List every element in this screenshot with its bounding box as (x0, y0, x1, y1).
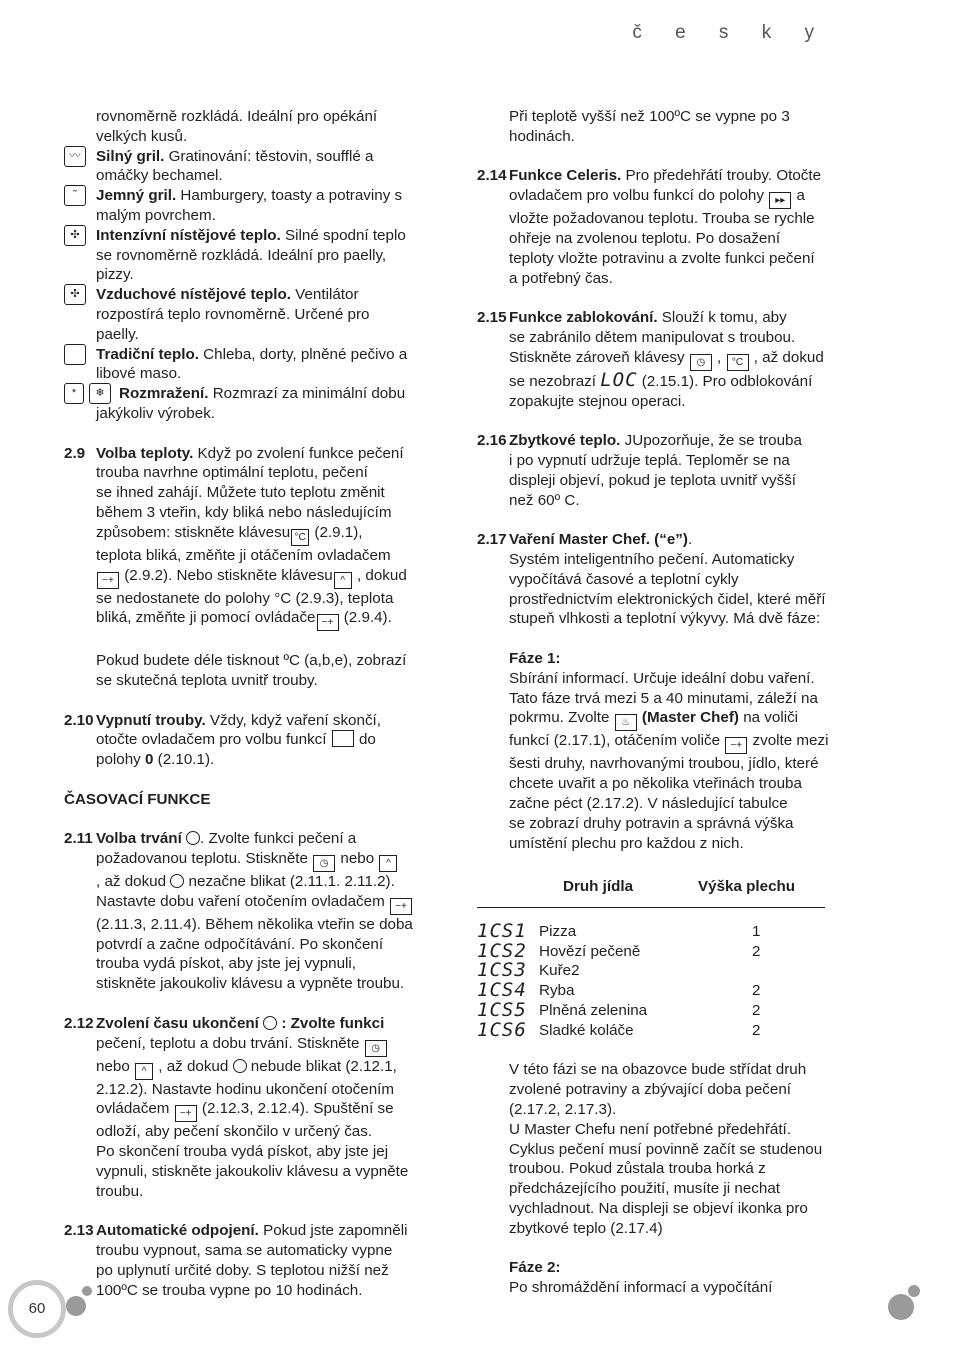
defrost-icon: ❄ (89, 383, 111, 404)
left-column (64, 107, 416, 1301)
lock-display: LOC (600, 368, 638, 391)
clock-key-icon: ◷ (365, 1040, 387, 1057)
end-time-icon (263, 1016, 277, 1030)
intro-line: velkých kusů. (96, 127, 188, 145)
dial-minus-plus-icon: −+ (725, 737, 747, 754)
temp-key-icon: °C (291, 529, 309, 546)
mode-grill-strong: 〰 Silný gril. Gratinování: těstovin, soufflé a omáčky bechamel. (64, 147, 416, 187)
table-row: 1CS6 Sladké koláče 2 (477, 1018, 761, 1041)
mode-fan-bottom: ✣ Intenzívní nístějové teplo. Silné spodní teplo se rovnoměrně rozkládá. Ideální pro paelly, pizzy. (64, 226, 416, 285)
section-2-14: 2.14 Funkce Celeris. Pro předehřátí trouby. Otočte ovladačem pro volbu funkcí do polohy ▸▸ a vložte požadovanou teplotu. Trouba se rychle ohřeje na zvolenou teplotu. Po dosažení teploty vložte potravinu a zvolte funkci pečení a potřebný čas. (477, 167, 822, 287)
defrost-drop-icon: * (64, 383, 84, 404)
section-2-12: 2.12 Zvolení času ukončení : Zvolte funkci pečení, teplotu a dobu trvání. Stiskněte ◷ nebo ^ , až dokud nebude blikat (2.12.1, 2.12.2). Nastavte hodinu ukončení otočením ovládačem −+ (2.12.3, 2.12.4). Spuštění se odloží, aby pečení skončilo v určený čas. Po skončení trouba vydá pískot, aby jste jej vypnuli, stiskněte jakoukoliv klávesu a vypněte troubu. (64, 1014, 409, 1200)
up-key-icon: ^ (379, 855, 397, 872)
section-2-10: 2.10 Vypnutí trouby. Vždy, když vaření skončí, otočte ovladačem pro volbu funkcí do polohy 0 (2.10.1). (64, 711, 381, 769)
mode-defrost: * ❄ Rozmražení. Rozmrazí za minimální dobu jakýkoliv výrobek. (64, 384, 416, 424)
after-table: V této fázi se na obazovce bude střídat druh zvolené potraviny a zbývající doba pečení (2.17.2, 2.17.3). U Master Chefu není potřebné předehřátí. Cyklus pečení musí povinně začít se studenou troubou. Pokud zůstala trouba horká z předcházejícího použití, musíte ji nechat vychladnout. Na displeji se objeví ikonka pro zbytkové teplo (2.17.4) Fáze 2: Po shromáždění informací a vypočítání (509, 1061, 823, 1297)
dial-minus-plus-icon: −+ (390, 898, 412, 915)
table-header: Druh jídla Výška plechu (477, 877, 825, 908)
language-label: č e s k y (632, 22, 828, 43)
table-row: 1CS2 Hovězí pečeně 2 (477, 939, 761, 962)
master-chef-icon: ♨ (615, 714, 637, 731)
traditional-icon (64, 344, 86, 365)
table-row: 1CS3 Kuře2 (477, 959, 580, 982)
duration-icon (170, 874, 184, 888)
section-2-15: 2.15 Funkce zablokování. Slouží k tomu, aby se zabránilo dětem manipulovat s troubou. Stiskněte zároveň klávesy ◷ , °C , až dokud se nezobrazí LOC (2.15.1). Pro odblokování zopakujte stejnou operaci. (477, 309, 824, 410)
section-2-13: 2.13 Automatické odpojení. Pokud jste zapomněli troubu vypnout, sama se automaticky vypne po uplynutí určité doby. S teplotou nižší než 100ºC se trouba vypne po 10 hodinách. (64, 1222, 408, 1299)
mode-fan: ✣ Vzduchové nístějové teplo. Ventilátor rozpostírá teplo rovnoměrně. Určené pro paelly. (64, 285, 416, 344)
decor-dot (66, 1296, 86, 1316)
temp-key-icon: °C (727, 354, 749, 371)
mode-traditional: Tradiční teplo. Chleba, dorty, plněné pečivo a libové maso. (64, 345, 416, 385)
table-row: 1CS4 Ryba 2 (477, 979, 761, 1002)
dial-minus-plus-icon: −+ (175, 1105, 197, 1122)
timer-heading: ČASOVACÍ FUNKCE (64, 790, 211, 808)
grill-strong-icon: 〰 (64, 146, 86, 167)
mode-grill-gentle: ˜ Jemný gril. Hamburgery, toasty a potraviny s malým povrchem. (64, 186, 416, 226)
decor-dot (82, 1286, 92, 1296)
clock-key-icon: ◷ (313, 855, 335, 872)
up-key-icon: ^ (135, 1063, 153, 1080)
end-time-icon (233, 1059, 247, 1073)
table-row: 1CS5 Plněná zelenina 2 (477, 999, 761, 1022)
table-row: 1CS1 Pizza 1 (477, 919, 761, 942)
fan-icon: ✣ (64, 284, 86, 305)
celsius-icon: °C (274, 589, 292, 607)
decor-dot (888, 1294, 914, 1320)
zero-position-icon: 0 (145, 751, 154, 769)
grill-gentle-icon: ˜ (64, 185, 86, 206)
section-2-11: 2.11 Volba trvání . Zvolte funkci pečení a požadovanou teplotu. Stiskněte ◷ nebo ^ , až dokud nezačne blikat (2.11.1. 2.11.2). Nastavte dobu vaření otočením ovladačem −+ (2.11.3, 2.11.4). Během několika vteřin se doba potvrdí a začne odpočítávání. Po skončení trouba vydá pískot, aby jste jej vypnuli, stiskněte jakoukoliv klávesu a vypněte troubu. (64, 830, 413, 993)
dial-minus-plus-icon: −+ (97, 572, 119, 589)
right-column: Při teplotě vyšší než 100ºC se vypne po 3 hodinách. 2.14 Funkce Celeris. Pro předehřátí trouby. Otočte ovladačem pro volbu funkcí do polohy ▸▸ a vložte požadovanou teplotu. Trouba se rychle ohřeje na zvolenou teplotu. Po dosažení teploty vložte potravinu a zvolte funkci pečení a potřebný čas. 2.15 Funkce zablokování. Slouží k tomu, aby se zabránilo dětem manipulovat s troubou. Stiskněte zároveň klávesy ◷ , °C , až dokud se nezobrazí LOC (2.15.1). Pro odblokování zopakujte stejnou operaci. 2.16 Zbytkové teplo. JUpozorňuje, že se trouba i po vypnutí udržuje teplá. Teploměr se na displeji objeví, pokud je teplota uvnitř vyšší než 60º C. 2.17 Vaření Master Chef. (“e”). Systém inteligentního pečení. Automaticky vypočítává časové a teplotní cykly prostřednictvím elektronických čidel, které měří stupeň vlhkosti a teplotní výkyvy. Má dvě fáze: Fáze 1: Sbírání informací. Určuje ideální dobu vaření. Tato fáze trvá mezi 5 a 40 minutami, záleží na pokrmu. Zvolte ♨ (Master Chef) na voliči funkcí (2.17.1), otáčením voliče −+ zvolte mezi šesti druhy, navrhovanými troubou, jídlo, které chcete uvařit a po několika vteřinách trouba začne péct (2.17.2). V následující tabulce se zobrazí druhy potravin a správná výška umístění plechu pro každou z nich. Druh jídla Výška plechu 1CS1 Pizza 1 1CS2 Hovězí pečeně 2 1CS3 Kuře2 1CS4 Ryba 2 1CS5 Plněná zelenina 2 1CS6 Sladké koláče 2 V této fázi se na obazovce bude střídat druh zvolené potraviny a zbývající doba pečení (2.17.2, 2.17.3). U Master Chefu není potřebné předehřátí. Cyklus pečení musí povinně začít se studenou troubou. Pokud zůstala trouba horká z předcházejícího použití, musíte ji nechat vychladnout. Na displeji se objeví ikonka pro zbytkové teplo (2.17.4) Fáze 2: Po shromáždění informací a vypočítání (477, 108, 829, 1297)
decor-dot (908, 1285, 920, 1297)
clock-key-icon: ◷ (690, 354, 712, 371)
duration-icon (186, 831, 200, 845)
traditional-icon (332, 730, 354, 747)
intro-line: rovnoměrně rozkládá. Ideální pro opékání (96, 108, 378, 125)
page-number: 60 (8, 1280, 66, 1338)
section-2-9: 2.9 Volba teploty. Když po zvolení funkce pečení trouba navrhne optimální teplotu, pečení se ihned zahájí. Můžete tuto teplotu změnit během 3 vteřin, kdy bliká nebo následujícím způsobem: stiskněte klávesu °C (2.9.1), teplota bliká, změňte ji otáčením ovladačem −+ (2.9.2). Nebo stiskněte klávesu ^ , dokud se nedostanete do polohy °C (2.9.3), teplota bliká, změňte ji pomocí ovládače −+ (2.9.4). Pokud budete déle tisknout ºC (a,b,e), zobrazí se skutečná teplota uvnitř trouby. (64, 444, 407, 689)
section-2-17: 2.17 Vaření Master Chef. (“e”). Systém inteligentního pečení. Automaticky vypočítává časové a teplotní cykly prostřednictvím elektronických čidel, které měří stupeň vlhkosti a teplotní výkyvy. Má dvě fáze: Fáze 1: Sbírání informací. Určuje ideální dobu vaření. Tato fáze trvá mezi 5 a 40 minutami, záleží na pokrmu. Zvolte ♨ (Master Chef) na voliči funkcí (2.17.1), otáčením voliče −+ zvolte mezi šesti druhy, navrhovanými troubou, jídlo, které chcete uvařit a po několika vteřinách trouba začne péct (2.17.2). V následující tabulce se zobrazí druhy potravin a správná výška umístění plechu pro každou z nich. (477, 531, 829, 852)
food-table (477, 877, 825, 1041)
fan-bottom-icon: ✣ (64, 225, 86, 246)
up-key-icon: ^ (334, 572, 352, 589)
dial-minus-plus-icon: −+ (317, 614, 339, 631)
celeris-icon: ▸▸ (769, 192, 791, 209)
section-2-16: 2.16 Zbytkové teplo. JUpozorňuje, že se trouba i po vypnutí udržuje teplá. Teploměr se na displeji objeví, pokud je teplota uvnitř vyšší než 60º C. (477, 432, 802, 509)
